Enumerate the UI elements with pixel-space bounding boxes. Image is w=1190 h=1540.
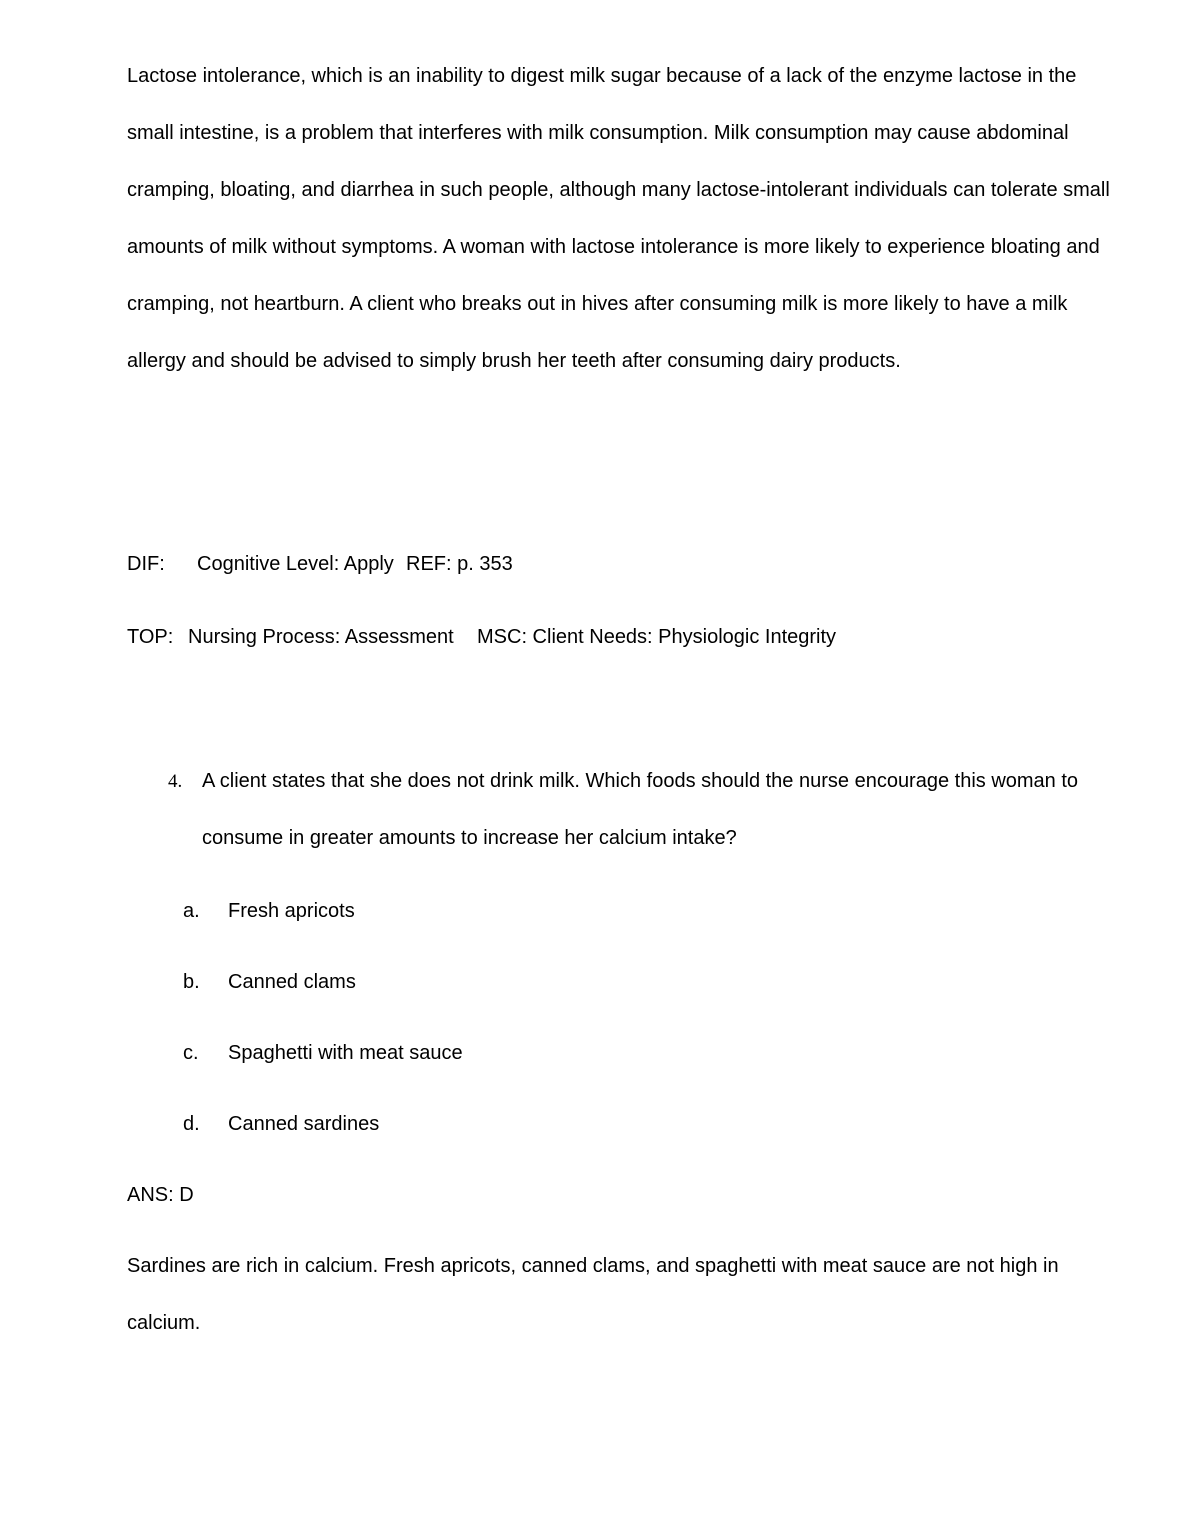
cognitive-level: Cognitive Level: Apply: [197, 553, 394, 575]
client-needs: MSC: Client Needs: Physiologic Integrity: [477, 626, 837, 648]
option-text: Spaghetti with meat sauce: [228, 1042, 463, 1064]
dif-label: DIF:: [127, 553, 165, 575]
option-text: Canned sardines: [228, 1113, 380, 1135]
option-letter: d.: [183, 1113, 200, 1135]
answer-rationale: Sardines are rich in calcium. Fresh apricots, canned clams, and spaghetti with meat sauce are not high in calcium.: [127, 1255, 1059, 1334]
page-reference: REF: p. 353: [406, 553, 513, 575]
option-letter: b.: [183, 971, 200, 993]
previous-rationale: Lactose intolerance, which is an inability to digest milk sugar because of a lack of the enzyme lactose in the small intestine, is a problem that interferes with milk consumption. Milk consumption may cause abdominal cramping, bloating, and diarrhea in such people, although many lactose-intolerant individuals can tolerate small amounts of milk without symptoms. A woman with lactose intolerance is more likely to experience bloating and cramping, not heartburn. A client who breaks out in hives after consuming milk is more likely to have a milk allergy and should be advised to simply brush her teeth after consuming dairy products.: [127, 65, 1110, 372]
option-letter: c.: [183, 1042, 199, 1064]
question-number: 4.: [168, 771, 183, 792]
top-label: TOP:: [127, 626, 174, 648]
answer-key: ANS: D: [127, 1184, 194, 1206]
option-text: Fresh apricots: [228, 900, 355, 922]
question-stem: A client states that she does not drink milk. Which foods should the nurse encourage this woman to consume in greater amounts to increase her calcium intake?: [202, 770, 1079, 849]
option-text: Canned clams: [228, 971, 356, 993]
nursing-process: Nursing Process: Assessment: [188, 626, 454, 648]
option-letter: a.: [183, 900, 200, 922]
